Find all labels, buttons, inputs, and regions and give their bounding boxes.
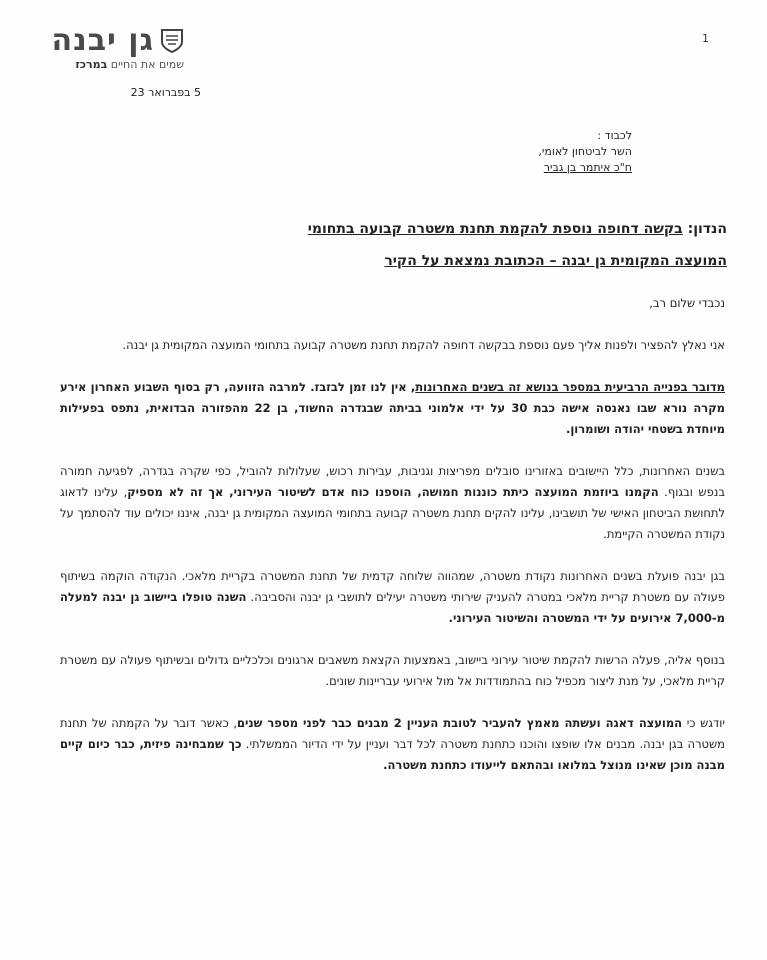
salutation: נכבדי שלום רב, — [649, 296, 725, 310]
recipient-address — [372, 128, 632, 176]
paragraph-1: אני נאלץ להפציר ולפנות אליך פעם נוספת בבקשה דחופה להקמת תחנת משטרה קבועה בתחומי המועצה המקומית גן יבנה. — [122, 338, 725, 352]
logo-tagline: שמים את החיים במרכז — [75, 58, 184, 71]
municipality-logo — [44, 23, 184, 71]
letter-body — [60, 293, 725, 797]
municipal-emblem-icon — [160, 28, 184, 54]
subject-line-1: הנדון: בקשה דחופה נוספת להקמת תחנת משטרה קבועה בתחומי — [307, 221, 727, 237]
paragraph-5: בנוסף אליה, פעלה הרשות להקמת שיטור עירוני ביישוב, באמצעות הקצאת משאבים ארגונים וכלכליים גדולים ובשיתוף פעולה עם משטרת קריית מלאכי, על מנת ליצור מכפיל כוח בהתמודדות אל מול אירועי עבריינות שונים. — [60, 653, 725, 688]
letter-subject — [60, 213, 727, 277]
letter-date: 5 בפברואר 23 — [130, 86, 201, 99]
address-line-2: ח"כ איתמר בן גביר — [543, 161, 632, 174]
paragraph-6: יודגש כי המועצה דאגה ועשתה מאמץ להעביר לטובת העניין 2 מבנים כבר לפני מספר שנים, כאשר דובר על הקמתה של תחנת משטרה בגן יבנה. מבנים אלו שופצו והוכנו כתחנת משטרה לכל דבר ועניין על ידי הדיור הממשלתי. כך שמבחינה פיזית, כבר כיום קיים מבנה מוכן שאינו מנוצל במלואו ובהתאם לייעודו כתחנת משטרה. — [60, 716, 725, 772]
paragraph-3: בשנים האחרונות, כלל היישובים באזורינו סובלים מפריצות וגניבות, עבירות רכוש, שעלולות להוביל, כפי שקרה בגדרה, לפגיעה חמורה בנפש ובגוף. הקמנו ביוזמת המועצה כיתת כוננות חמושה, הוספנו כוח אדם לשיטור העירוני, אך זה לא מספיק, עלינו לדאוג לתחושת הביטחון האישי של תושבינו, עלינו להקים תחנת משטרה קבועה בתחומי המועצה המקומית גן יבנה, איננו יכולים עוד להסתמך על נקודת המשטרה הקיימת. — [60, 464, 726, 541]
page-number: 1 — [702, 32, 709, 45]
paragraph-4: בגן יבנה פועלת בשנים האחרונות נקודת משטרה, שמהווה שלוחה קדמית של תחנת המשטרה בקריית מלאכי. הנקודה הוקמה בשיתוף פעולה עם משטרת קריית מלאכי במטרה להעניק שירותי משטרה יעילים לתושבי גן יבנה והסביבה. השנה טופלו ביישוב גן יבנה למעלה מ-7,000 אירועים על ידי המשטרה והשיטור העירוני. — [60, 569, 725, 625]
address-line-1: השר לביטחון לאומי, — [538, 145, 632, 158]
logo-row — [44, 23, 184, 58]
logo-title: גן יבנה — [51, 23, 154, 58]
address-greeting: לכבוד : — [597, 129, 632, 142]
paragraph-2: מדובר בפנייה הרביעית במספר בנושא זה בשנים האחרונות, אין לנו זמן לבזבז. למרבה הזוועה, רק בסוף השבוע האחרון אירע מקרה נורא שבו נאנסה אישה כבת 30 על ידי אלמוני בביתה שבגדרה החשוד, בן 22 מהפזורה הבדואית, נתפס בפעילות מיוחדת בשטחי יהודה ושומרון. — [60, 380, 725, 436]
subject-line-2: המועצה המקומית גן יבנה – הכתובת נמצאת על הקיר — [384, 253, 727, 269]
